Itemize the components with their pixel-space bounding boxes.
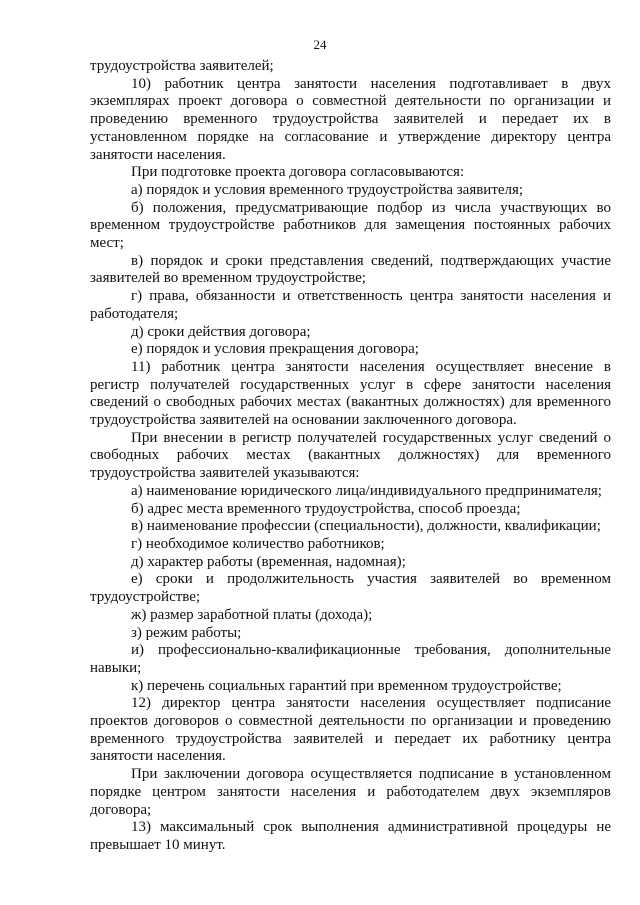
- register-item-a: а) наименование юридического лица/индивидуального предпринимателя;: [131, 482, 602, 499]
- paragraph-item-11: 11) работник центра занятости населения осуществляет внесение в регистр получателей государственных услуг в сфере занятости населения сведений о свободных рабочих местах (вакантных должностях) для временного трудоустройства заявителей на основании заключенного договора.: [90, 358, 611, 429]
- paragraph-contract-terms-intro: При подготовке проекта договора согласовываются:: [131, 164, 465, 181]
- register-item-k: к) перечень социальных гарантий при временном трудоустройстве;: [131, 677, 562, 694]
- page-number: 24: [313, 37, 327, 52]
- paragraph-continuation: трудоустройства заявителей;: [90, 58, 274, 74]
- paragraph-register-intro: При внесении в регистр получателей государственных услуг сведений о свободных рабочих местах (вакантных должностях) для временного трудоустройства заявителей указываются:: [90, 429, 611, 482]
- list-item-a: а) порядок и условия временного трудоустройства заявителя;: [131, 181, 524, 198]
- list-item-d: д) сроки действия договора;: [131, 323, 311, 340]
- document-body: [90, 58, 611, 855]
- register-item-g: г) необходимое количество работников;: [131, 535, 385, 552]
- register-item-v: в) наименование профессии (специальности), должности, квалификации;: [131, 518, 601, 535]
- register-item-z: з) режим работы;: [131, 624, 242, 641]
- register-item-b: б) адрес места временного трудоустройства, способ проезда;: [131, 500, 521, 517]
- paragraph-item-13: 13) максимальный срок выполнения административной процедуры не превышает 10 минут.: [90, 819, 611, 853]
- list-item-g: г) права, обязанности и ответственность центра занятости населения и работодателя;: [90, 288, 611, 322]
- register-item-e: е) сроки и продолжительность участия заявителей во временном трудоустройстве;: [90, 571, 611, 606]
- register-item-zh: ж) размер заработной платы (дохода);: [131, 606, 373, 623]
- paragraph-item-10: 10) работник центра занятости населения подготавливает в двух экземплярах проект договора о совместной деятельности по организации и проведению временного трудоустройства заявителей и передает их в установленном порядке на согласование и утверждение директору центра занятости населения.: [90, 75, 611, 163]
- register-item-d: д) характер работы (временная, надомная);: [131, 553, 406, 570]
- register-item-i: и) профессионально-квалификационные требования, дополнительные навыки;: [90, 642, 611, 676]
- paragraph-contract-signing: При заключении договора осуществляется подписание в установленном порядке центром занятости населения и работодателем двух экземпляров договора;: [90, 766, 611, 818]
- list-item-b: б) положения, предусматривающие подбор из числа участвующих во временном трудоустройстве работников для замещения постоянных рабочих мест;: [90, 199, 611, 252]
- list-item-v: в) порядок и сроки представления сведений, подтверждающих участие заявителей во временном трудоустройстве;: [90, 252, 611, 287]
- list-item-e: е) порядок и условия прекращения договора;: [131, 341, 419, 358]
- paragraph-item-12: 12) директор центра занятости населения осуществляет подписание проектов договоров о совместной деятельности по организации и проведению временного трудоустройства заявителей и передает их работнику центра занятости населения.: [90, 695, 611, 765]
